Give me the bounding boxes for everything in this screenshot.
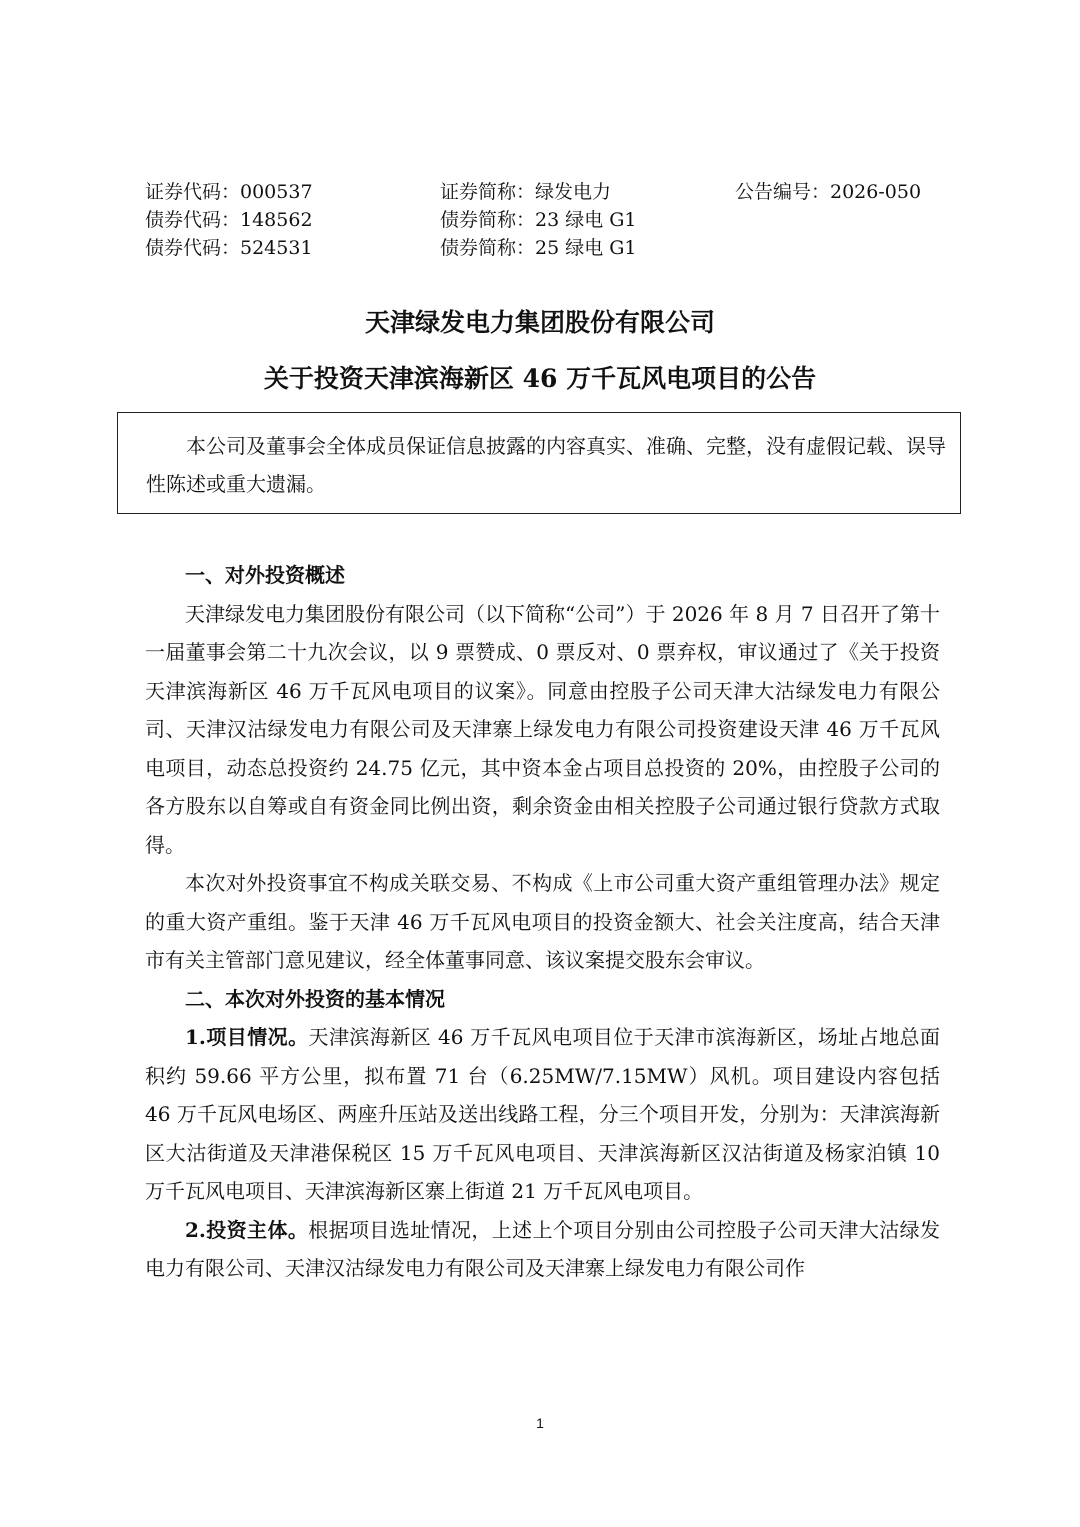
bond-code-1: 债券代码：148562 — [145, 209, 313, 231]
bond-short-name-2: 债券简称：25 绿电 G1 — [440, 237, 637, 259]
paragraph — [145, 1211, 940, 1288]
page-number: 1 — [536, 1415, 544, 1431]
paragraph: 天津绿发电力集团股份有限公司（以下简称“公司”）于 2026 年 8 月 7 日召开了第十一届董事会第二十九次会议，以 9 票赞成、0 票反对、0 票弃权，审议通过了《关于投资天津滨海新区 46 万千瓦风电项目的议案》。同意由控股子公司天津大沽绿发电力有限公司、天津汉沽绿发电力有限公司及天津寨上绿发电力有限公司投资建设天津 46 万千瓦风电项目，动态总投资约 24.75 亿元，其中资本金占项目总投资的 20%，由控股子公司的各方股东以自筹或自有资金同比例出资，剩余资金由相关控股子公司通过银行贷款方式取得。 — [145, 601, 940, 857]
announcement-title: 关于投资天津滨海新区 46 万千瓦风电项目的公告 — [263, 364, 817, 393]
paragraph — [145, 1018, 940, 1211]
header-row — [145, 206, 945, 234]
item-label: 2.投资主体。 — [185, 1217, 309, 1242]
bond-short-name-1: 债券简称：23 绿电 G1 — [440, 209, 637, 231]
item-text: 天津滨海新区 46 万千瓦风电项目位于天津市滨海新区，场址占地总面积约 59.66 平方公里，拟布置 71 台（6.25MW/7.15MW）风机。项目建设内容包括 46 万千瓦风电场区、两座升压站及送出线路工程，分三个项目开发，分别为：天津滨海新区大沽街道及天津港保税区 15 万千瓦风电项目、天津滨海新区汉沽街道及杨家泊镇 10 万千瓦风电项目、天津滨海新区寨上街道 21 万千瓦风电项目。 — [145, 1025, 940, 1203]
announcement-number: 公告编号：2026-050 — [735, 181, 922, 203]
bond-code-2: 债券代码：524531 — [145, 237, 313, 259]
item-text: 根据项目选址情况，上述上个项目分别由公司控股子公司天津大沽绿发电力有限公司、天津汉沽绿发电力有限公司及天津寨上绿发电力有限公司作 — [145, 1217, 940, 1280]
section-heading: 二、本次对外投资的基本情况 — [185, 986, 445, 1011]
document-body — [145, 556, 940, 1288]
company-title: 天津绿发电力集团股份有限公司 — [364, 308, 715, 337]
stock-code: 证券代码：000537 — [145, 181, 313, 203]
document-header — [145, 178, 945, 262]
stock-short-name: 证券简称：绿发电力 — [440, 181, 612, 203]
header-row — [145, 178, 945, 206]
header-row — [145, 234, 945, 262]
disclaimer-box — [117, 412, 961, 514]
item-label: 1.项目情况。 — [185, 1025, 309, 1049]
section-heading: 一、对外投资概述 — [185, 563, 345, 587]
paragraph: 本次对外投资事宜不构成关联交易、不构成《上市公司重大资产重组管理办法》规定的重大资产重组。鉴于天津 46 万千瓦风电项目的投资金额大、社会关注度高，结合天津市有关主管部门意见建议，经全体董事同意、该议案提交股东会审议。 — [145, 871, 940, 972]
disclaimer-text: 本公司及董事会全体成员保证信息披露的内容真实、准确、完整，没有虚假记载、误导性陈述或重大遗漏。 — [146, 434, 946, 496]
